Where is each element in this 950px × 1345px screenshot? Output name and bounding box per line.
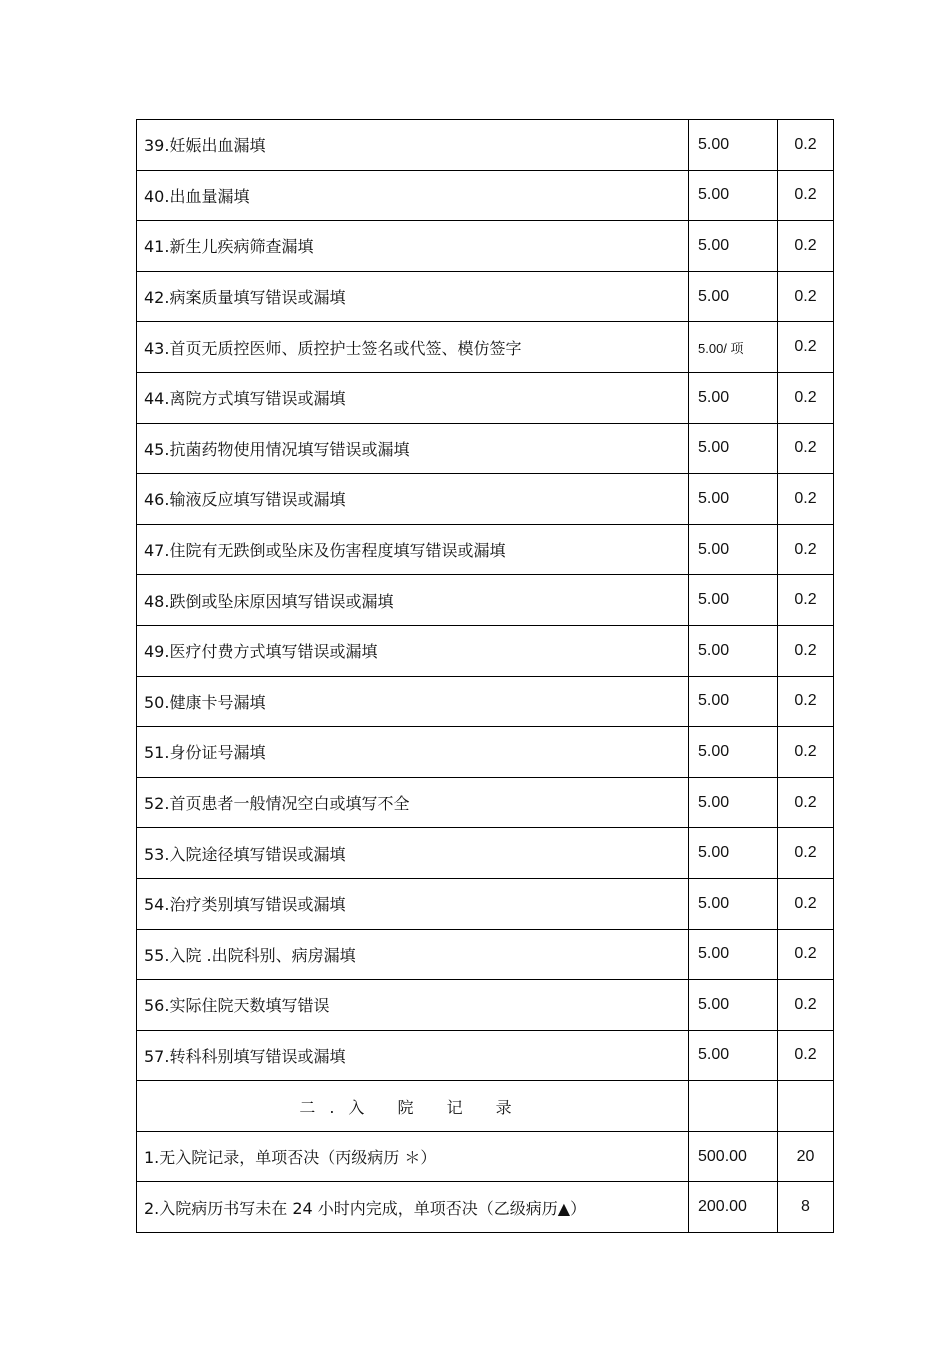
points-cell: 5.00 <box>689 170 778 221</box>
item-text: 40.出血量漏填 <box>137 170 689 221</box>
table-row <box>137 170 834 221</box>
table-row <box>137 120 834 171</box>
points-cell: 5.00 <box>689 828 778 879</box>
points-cell: 5.00 <box>689 980 778 1031</box>
table-row <box>137 423 834 474</box>
item-text: 50.健康卡号漏填 <box>137 676 689 727</box>
points-cell: 5.00 <box>689 929 778 980</box>
points-cell: 5.00 <box>689 120 778 171</box>
table-row <box>137 1030 834 1081</box>
weight-cell: 0.2 <box>778 777 834 828</box>
points-cell: 5.00 <box>689 474 778 525</box>
empty-cell <box>689 1081 778 1132</box>
section-header-row <box>137 1081 834 1132</box>
points-cell: 5.00 <box>689 221 778 272</box>
weight-cell: 20 <box>778 1131 834 1182</box>
item-text: 54.治疗类别填写错误或漏填 <box>137 878 689 929</box>
table-row <box>137 322 834 373</box>
scoring-table <box>136 119 834 1233</box>
table-row <box>137 676 834 727</box>
weight-cell: 0.2 <box>778 980 834 1031</box>
points-cell: 5.00 <box>689 1030 778 1081</box>
item-text: 1.无入院记录，单项否决（丙级病历 ＊） <box>137 1131 689 1182</box>
points-cell: 5.00 <box>689 625 778 676</box>
item-text: 56.实际住院天数填写错误 <box>137 980 689 1031</box>
points-cell: 5.00/ 项 <box>689 322 778 373</box>
table-row <box>137 1131 834 1182</box>
weight-cell: 0.2 <box>778 170 834 221</box>
table-row <box>137 980 834 1031</box>
weight-cell: 0.2 <box>778 322 834 373</box>
weight-cell: 0.2 <box>778 828 834 879</box>
item-text: 47.住院有无跌倒或坠床及伤害程度填写错误或漏填 <box>137 524 689 575</box>
points-cell: 5.00 <box>689 575 778 626</box>
points-cell: 5.00 <box>689 676 778 727</box>
weight-cell: 0.2 <box>778 120 834 171</box>
empty-cell <box>778 1081 834 1132</box>
item-text: 45.抗菌药物使用情况填写错误或漏填 <box>137 423 689 474</box>
points-cell: 5.00 <box>689 524 778 575</box>
weight-cell: 0.2 <box>778 524 834 575</box>
table-row <box>137 474 834 525</box>
weight-cell: 0.2 <box>778 221 834 272</box>
item-text: 42.病案质量填写错误或漏填 <box>137 271 689 322</box>
weight-cell: 0.2 <box>778 372 834 423</box>
weight-cell: 0.2 <box>778 625 834 676</box>
weight-cell: 0.2 <box>778 676 834 727</box>
table-row <box>137 828 834 879</box>
item-text: 53.入院途径填写错误或漏填 <box>137 828 689 879</box>
item-text: 43.首页无质控医师、质控护士签名或代签、模仿签字 <box>137 322 689 373</box>
item-text: 49.医疗付费方式填写错误或漏填 <box>137 625 689 676</box>
weight-cell: 0.2 <box>778 474 834 525</box>
table-row <box>137 221 834 272</box>
item-text: 46.输液反应填写错误或漏填 <box>137 474 689 525</box>
weight-cell: 0.2 <box>778 929 834 980</box>
weight-cell: 0.2 <box>778 727 834 778</box>
table-row <box>137 625 834 676</box>
item-text: 44.离院方式填写错误或漏填 <box>137 372 689 423</box>
section-title: 二.入 院 记 录 <box>137 1081 689 1132</box>
weight-cell: 8 <box>778 1182 834 1233</box>
weight-cell: 0.2 <box>778 878 834 929</box>
item-text: 2.入院病历书写未在 24 小时内完成，单项否决（乙级病历▲） <box>137 1182 689 1233</box>
item-text: 55.入院 .出院科别、病房漏填 <box>137 929 689 980</box>
table-row <box>137 878 834 929</box>
points-cell: 5.00 <box>689 423 778 474</box>
table-row <box>137 575 834 626</box>
points-cell: 500.00 <box>689 1131 778 1182</box>
item-text: 48.跌倒或坠床原因填写错误或漏填 <box>137 575 689 626</box>
table-row <box>137 524 834 575</box>
item-text: 57.转科科别填写错误或漏填 <box>137 1030 689 1081</box>
table-row <box>137 271 834 322</box>
table-row <box>137 929 834 980</box>
item-text: 51.身份证号漏填 <box>137 727 689 778</box>
points-cell: 5.00 <box>689 878 778 929</box>
weight-cell: 0.2 <box>778 271 834 322</box>
weight-cell: 0.2 <box>778 1030 834 1081</box>
table-row <box>137 777 834 828</box>
weight-cell: 0.2 <box>778 423 834 474</box>
points-cell: 5.00 <box>689 777 778 828</box>
points-cell: 200.00 <box>689 1182 778 1233</box>
item-text: 41.新生儿疾病筛查漏填 <box>137 221 689 272</box>
table-row <box>137 1182 834 1233</box>
points-cell: 5.00 <box>689 372 778 423</box>
item-text: 39.妊娠出血漏填 <box>137 120 689 171</box>
weight-cell: 0.2 <box>778 575 834 626</box>
item-text: 52.首页患者一般情况空白或填写不全 <box>137 777 689 828</box>
table-row <box>137 372 834 423</box>
table-row <box>137 727 834 778</box>
points-cell: 5.00 <box>689 271 778 322</box>
points-cell: 5.00 <box>689 727 778 778</box>
